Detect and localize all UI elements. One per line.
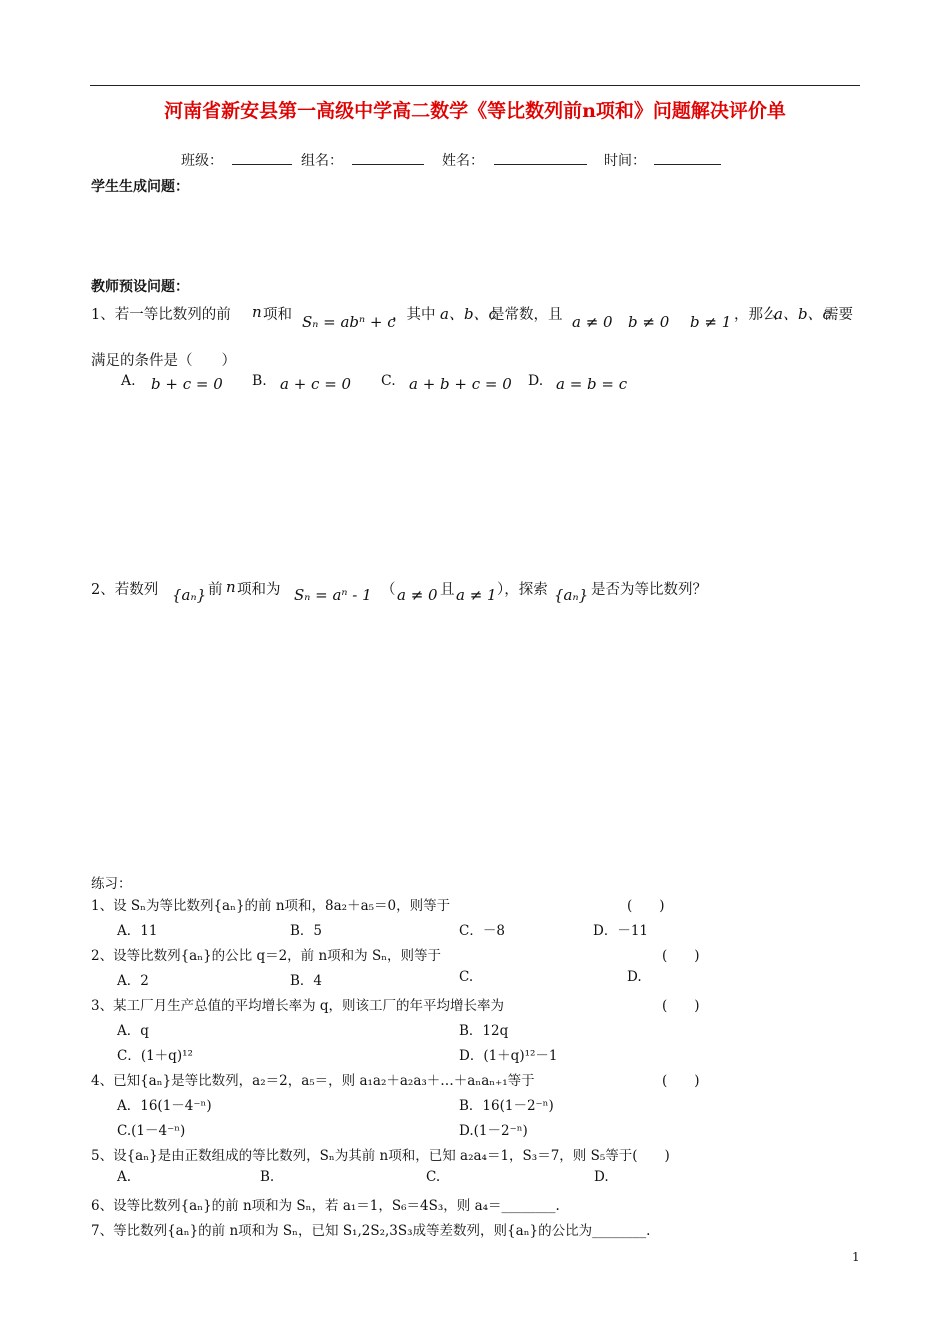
practice-q6: 6、设等比数列{aₙ}的前 n项和为 Sₙ，若 a₁＝1，S₆＝4S₃，则 a₄＝________. [91, 1198, 560, 1214]
practice-q5-opt-a: A. [117, 1169, 132, 1185]
practice-q4-paren: ( ) [662, 1073, 700, 1089]
practice-q4-opt-b: B．16(1－2⁻ⁿ) [459, 1098, 554, 1114]
practice-q5-opt-c: C. [426, 1169, 441, 1185]
q1-n: n [252, 303, 262, 321]
time-label: 时间： [604, 153, 646, 169]
q1-option-a-label: A. [121, 373, 136, 389]
q1-option-a: b + c = 0 [151, 375, 223, 393]
practice-q4-opt-d: D.(1－2⁻ⁿ) [459, 1123, 528, 1139]
practice-q4-opt-c: C.(1－4⁻ⁿ) [117, 1123, 186, 1139]
practice-q2: 2、设等比数列{aₙ}的公比 q＝2，前 n项和为 Sₙ，则等于 [91, 948, 442, 964]
q2-cond-open: （ [381, 582, 396, 598]
teacher-section-heading: 教师预设问题： [91, 279, 189, 295]
q1-cond-2: b ≠ 0 [628, 313, 670, 331]
q2-cond-2: a ≠ 1 [456, 586, 497, 604]
name-blank [494, 150, 587, 167]
q1-cond-3: b ≠ 1 [690, 313, 732, 331]
practice-q1-opt-b: B．5 [290, 923, 323, 939]
q1-option-b-label: B. [252, 373, 267, 389]
q2-text-c: 项和为 [237, 582, 281, 598]
practice-q3: 3、某工厂月生产总值的平均增长率为 q，则该工厂的年平均增长率为 [91, 998, 505, 1014]
group-blank [352, 150, 424, 167]
q2-text-b: 前 [208, 582, 223, 598]
practice-q2-opt-b: B．4 [290, 973, 323, 989]
q1-text-c: ，其中 [392, 307, 436, 323]
q2-text-a: 2、若数列 [91, 582, 159, 598]
q2-cond-and: 且 [440, 582, 455, 598]
q1-line-2: 满足的条件是（ ） [91, 353, 236, 369]
practice-q1: 1、设 Sₙ为等比数列{aₙ}的前 n项和，8a₂＋a₅＝0，则等于 [91, 898, 451, 914]
q2-seq-1: {aₙ} [172, 586, 207, 604]
practice-q2-opt-a: A．2 [117, 973, 149, 989]
q1-formula: Sₙ = abⁿ + c [302, 313, 396, 331]
q1-abc-b: a、b、c [774, 305, 831, 323]
practice-q7: 7、等比数列{aₙ}的前 n项和为 Sₙ，已知 S₁,2S₂,3S₃成等差数列，则{aₙ}的公比为________. [91, 1223, 651, 1239]
q1-abc-a: a、b、c [440, 305, 497, 323]
group-label: 组名： [301, 153, 343, 169]
practice-q1-paren: ( ) [627, 898, 665, 914]
practice-heading: 练习： [91, 876, 132, 892]
name-label: 姓名： [442, 153, 484, 169]
practice-q2-paren: ( ) [662, 948, 700, 964]
practice-q5-opt-b: B. [260, 1169, 275, 1185]
document-title: 河南省新安县第一高级中学高二数学《等比数列前n项和》问题解决评价单 [164, 100, 786, 122]
practice-q3-opt-b: B．12q [459, 1023, 509, 1039]
q1-text-a: 1、若一等比数列的前 [91, 307, 231, 323]
q2-seq-2: {aₙ} [554, 586, 589, 604]
q2-n: n [226, 578, 236, 596]
class-blank [232, 150, 292, 167]
header-rule [90, 85, 860, 86]
practice-q3-paren: ( ) [662, 998, 700, 1014]
q1-option-c-label: C. [381, 373, 396, 389]
time-blank [654, 150, 721, 167]
practice-q3-opt-d: D．(1＋q)¹²－1 [459, 1048, 558, 1064]
q1-option-c: a + b + c = 0 [409, 375, 512, 393]
q2-text-e: 是否为等比数列？ [591, 582, 707, 598]
practice-q4-opt-a: A．16(1－4⁻ⁿ) [117, 1098, 212, 1114]
practice-q1-opt-c: C．－8 [459, 923, 505, 939]
class-label: 班级： [181, 153, 223, 169]
practice-q5-opt-d: D. [594, 1169, 609, 1185]
practice-q5: 5、设{aₙ}是由正数组成的等比数列，Sₙ为其前 n项和，已知 a₂a₄＝1，S₃＝7，则 S₅等于( ) [91, 1148, 670, 1164]
q1-text-e: ，那么 [734, 307, 778, 323]
q1-option-b: a + c = 0 [280, 375, 352, 393]
practice-q1-opt-a: A．11 [117, 923, 158, 939]
practice-q4: 4、已知{aₙ}是等比数列，a₂＝2，a₅＝，则 a₁a₂＋a₂a₃＋…＋aₙaₙ₊₁等于 [91, 1073, 535, 1089]
practice-q2-opt-d: D. [627, 969, 642, 985]
page-number: 1 [852, 1250, 860, 1264]
q2-cond-1: a ≠ 0 [397, 586, 438, 604]
q1-text-d: 是常数，且 [490, 307, 563, 323]
q2-formula: Sₙ = aⁿ - 1 [294, 586, 372, 604]
q1-text-b: 项和 [263, 307, 292, 323]
q1-text-f: 需要 [824, 307, 853, 323]
practice-q2-opt-c: C. [459, 969, 474, 985]
practice-q3-opt-c: C．(1＋q)¹² [117, 1048, 193, 1064]
practice-q1-opt-d: D．－11 [593, 923, 649, 939]
q1-option-d-label: D. [528, 373, 544, 389]
q1-cond-1: a ≠ 0 [572, 313, 613, 331]
student-section-heading: 学生生成问题： [91, 179, 189, 195]
practice-q3-opt-a: A．q [117, 1023, 149, 1039]
q2-text-d: ），探索 [497, 582, 548, 598]
q1-option-d: a = b = c [556, 375, 628, 393]
